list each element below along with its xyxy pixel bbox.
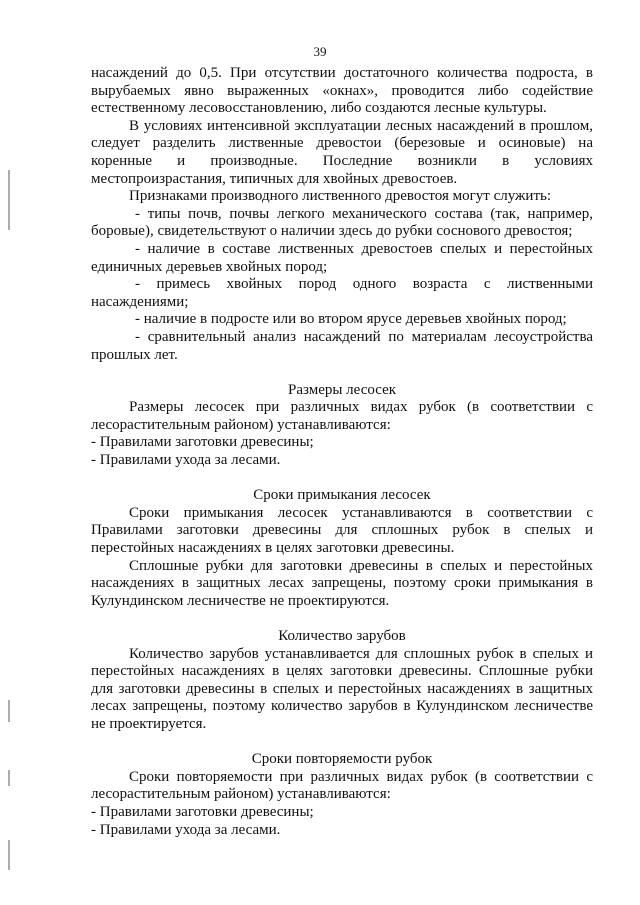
paragraph: Сроки примыкания лесосек устанавливаются в соответствии с Правилами заготовки древесины для сплошных рубок в спелых и перестойных насаждениях в целях заготовки древесины. [91, 504, 593, 557]
list-item: - Правилами заготовки древесины; [91, 434, 314, 451]
section-heading: Размеры лесосек [287, 381, 397, 398]
document-body [91, 65, 593, 839]
list-item: - типы почв, почвы легкого механического состава (так, например, боровые), свидетельствуют о наличии здесь до рубки соснового древостоя; [91, 205, 593, 240]
scan-margin-mark [8, 700, 10, 722]
paragraph: Количество зарубов устанавливается для сплошных рубок в спелых и перестойных насаждениях в целях заготовки древесины. Сплошные рубки для заготовки древесины в спелых и перестойных насаждениях в защитных лесах запрещены, поэтому количество зарубов в Кулундинском лесничестве не проектируется. [91, 645, 593, 732]
page-number: 39 [313, 44, 327, 59]
scan-margin-mark [8, 770, 10, 786]
list-item: - Правилами заготовки древесины; [91, 803, 314, 820]
section-heading: Количество зарубов [278, 628, 406, 644]
paragraph: Сроки повторяемости при различных видах рубок (в соответствии с лесорастительным районом) устанавливаются: [91, 768, 593, 803]
spacer [91, 610, 593, 628]
section-heading: Сроки примыкания лесосек [253, 487, 431, 504]
scan-margin-mark [8, 170, 10, 230]
list-item: - Правилами ухода за лесами. [91, 452, 281, 469]
scan-margin-mark [8, 840, 10, 870]
paragraph: Сплошные рубки для заготовки древесины в спелых и перестойных насаждениях в защитных лесах запрещены, поэтому сроки примыкания в Кулундинском лесничестве не проектируются. [91, 557, 593, 609]
paragraph: насаждений до 0,5. При отсутствии достаточного количества подроста, в вырубаемых явно выраженных «окнах», проводится либо содействие естественному лесовосстановлению, либо создаются лесные культуры. [91, 65, 593, 117]
paragraph: Размеры лесосек при различных видах рубок (в соответствии с лесорастительным районом) устанавливаются: [91, 399, 593, 433]
section-heading: Сроки повторяемости рубок [251, 751, 433, 768]
list-item: - сравнительный анализ насаждений по материалам лесоустройства прошлых лет. [91, 328, 593, 363]
spacer [91, 470, 593, 488]
paragraph: Признаками производного лиственного древостоя могут служить: [129, 188, 552, 205]
list-item: - примесь хвойных пород одного возраста с лиственными насаждениями; [91, 276, 593, 310]
list-item: - наличие в составе лиственных древостоев спелых и перестойных единичных деревьев хвойных пород; [91, 240, 593, 275]
paragraph: В условиях интенсивной эксплуатации лесных насаждений в прошлом, следует разделить лиственные древостои (березовые и осиновые) на коренные и производные. Последние возникли в условиях местопроизрастания, типичных для хвойных древостоев. [91, 117, 593, 187]
list-item: - наличие в подросте или во втором ярусе деревьев хвойных пород; [135, 311, 567, 328]
spacer [91, 734, 593, 752]
list-item: - Правилами ухода за лесами. [91, 821, 281, 838]
spacer [91, 364, 593, 382]
